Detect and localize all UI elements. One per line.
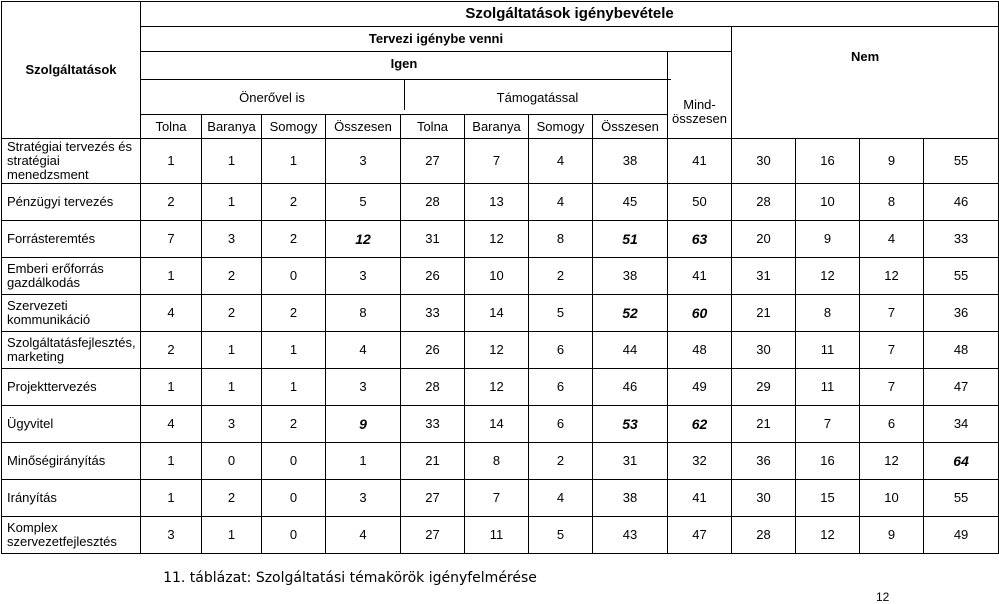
table-cell: 6: [529, 369, 593, 406]
table-cell: 38: [593, 258, 668, 295]
table-row: [2, 221, 999, 258]
table-cell: 41: [668, 139, 732, 184]
table-cell: 3: [326, 480, 401, 517]
table-cell: 3: [202, 406, 262, 443]
table-row: [2, 184, 999, 221]
table-cell: 31: [732, 258, 796, 295]
table-cell: 53: [593, 406, 668, 443]
table-cell: 46: [593, 369, 668, 406]
column-header: Tolna: [401, 115, 465, 139]
subgroup-divider-vertical: [404, 79, 405, 110]
page-number: 12: [876, 590, 890, 604]
table-cell: 41: [668, 480, 732, 517]
table-cell: 12: [796, 517, 860, 554]
table-cell: 15: [796, 480, 860, 517]
table-cell: 9: [860, 517, 924, 554]
table-row: [2, 406, 999, 443]
table-cell: 11: [796, 369, 860, 406]
table-cell: 2: [262, 221, 326, 258]
table-cell: 55: [924, 480, 999, 517]
table-cell: 1: [202, 332, 262, 369]
table-cell: 55: [924, 139, 999, 184]
table-cell: 7: [860, 332, 924, 369]
row-label: Irányítás: [2, 480, 141, 517]
row-label: Emberi erőforrás gazdálkodás: [2, 258, 141, 295]
table-cell: 36: [732, 443, 796, 480]
table-cell: 9: [796, 221, 860, 258]
table-cell: 0: [262, 517, 326, 554]
row-label: Szervezeti kommunikáció: [2, 295, 141, 332]
table-cell: 47: [924, 369, 999, 406]
table-cell: 2: [202, 480, 262, 517]
table-cell: 3: [326, 258, 401, 295]
table-cell: 38: [593, 139, 668, 184]
table-cell: 8: [465, 443, 529, 480]
table-cell: 1: [262, 369, 326, 406]
table-cell: 12: [465, 221, 529, 258]
table-cell: 4: [529, 139, 593, 184]
table-cell: 27: [401, 480, 465, 517]
table-cell: 30: [732, 139, 796, 184]
table-cell: 2: [262, 184, 326, 221]
column-header: Baranya: [465, 115, 529, 139]
table-cell: 2: [202, 295, 262, 332]
table-row: [2, 295, 999, 332]
column-header: Összesen: [326, 115, 401, 139]
table-cell: 1: [141, 480, 202, 517]
table-cell: 38: [593, 480, 668, 517]
table-cell: 62: [668, 406, 732, 443]
table-cell: 36: [924, 295, 999, 332]
table-row: [2, 139, 999, 184]
table-cell: 8: [326, 295, 401, 332]
table-cell: 16: [796, 139, 860, 184]
table-cell: 21: [732, 295, 796, 332]
row-label: Ügyvitel: [2, 406, 141, 443]
mindosszesen-header: Mind- összesen: [668, 52, 732, 139]
table-cell: 33: [924, 221, 999, 258]
column-header: Somogy: [262, 115, 326, 139]
table-cell: 33: [401, 295, 465, 332]
column-header: Somogy: [529, 115, 593, 139]
table-cell: 34: [924, 406, 999, 443]
table-cell: 8: [796, 295, 860, 332]
column-header: Tolna: [141, 115, 202, 139]
row-label: Stratégiai tervezés és stratégiai menedzsment: [2, 139, 141, 184]
table-cell: 7: [141, 221, 202, 258]
table-cell: 1: [202, 184, 262, 221]
table-cell: 3: [202, 221, 262, 258]
group-nem: Nem: [732, 27, 999, 139]
table-row: [2, 480, 999, 517]
table-cell: 29: [732, 369, 796, 406]
table-cell: 31: [593, 443, 668, 480]
table-row: [2, 369, 999, 406]
table-cell: 46: [924, 184, 999, 221]
table-cell: 1: [262, 139, 326, 184]
table-cell: 28: [401, 184, 465, 221]
table-row: [2, 517, 999, 554]
table-cell: 28: [401, 369, 465, 406]
table-cell: 0: [262, 443, 326, 480]
table-cell: 7: [465, 139, 529, 184]
table-cell: 2: [262, 295, 326, 332]
table-cell: 49: [668, 369, 732, 406]
table-cell: 5: [326, 184, 401, 221]
table-cell: 28: [732, 184, 796, 221]
table-cell: 31: [401, 221, 465, 258]
table-cell: 4: [860, 221, 924, 258]
table-cell: 27: [401, 517, 465, 554]
table-cell: 21: [732, 406, 796, 443]
table-cell: 12: [465, 332, 529, 369]
table-cell: 33: [401, 406, 465, 443]
table-cell: 3: [141, 517, 202, 554]
table-cell: 7: [860, 295, 924, 332]
table-cell: 2: [529, 258, 593, 295]
table-cell: 47: [668, 517, 732, 554]
table-cell: 6: [529, 406, 593, 443]
table-cell: 6: [529, 332, 593, 369]
table-cell: 9: [860, 139, 924, 184]
table-cell: 10: [465, 258, 529, 295]
table-cell: 13: [465, 184, 529, 221]
group-tervezi: Tervezi igénybe venni: [141, 27, 732, 52]
table-cell: 30: [732, 332, 796, 369]
table-cell: 0: [202, 443, 262, 480]
table-cell: 4: [326, 517, 401, 554]
table-cell: 1: [141, 258, 202, 295]
sub-oneroevel: Önerővel is: [239, 90, 305, 105]
table-cell: 10: [860, 480, 924, 517]
table-cell: 1: [202, 139, 262, 184]
table-cell: 48: [668, 332, 732, 369]
column-header: Baranya: [202, 115, 262, 139]
table-row: [2, 332, 999, 369]
table-cell: 28: [732, 517, 796, 554]
table-cell: 11: [796, 332, 860, 369]
table-cell: 3: [326, 139, 401, 184]
row-label: Komplex szervezetfejlesztés: [2, 517, 141, 554]
subgroup-divider: [140, 79, 671, 80]
table-cell: 8: [529, 221, 593, 258]
table-cell: 14: [465, 406, 529, 443]
table-cell: 2: [529, 443, 593, 480]
row-label: Forrásteremtés: [2, 221, 141, 258]
table-cell: 4: [326, 332, 401, 369]
table-cell: 16: [796, 443, 860, 480]
table-cell: 1: [141, 369, 202, 406]
table-title: Szolgáltatások igénybevétele: [141, 2, 999, 27]
table-cell: 44: [593, 332, 668, 369]
table-cell: 60: [668, 295, 732, 332]
table-caption: 11. táblázat: Szolgáltatási témakörök igényfelmérése: [163, 570, 537, 586]
table-cell: 12: [326, 221, 401, 258]
table-cell: 3: [326, 369, 401, 406]
table-cell: 55: [924, 258, 999, 295]
row-label: Pénzügyi tervezés: [2, 184, 141, 221]
row-label: Minőségirányítás: [2, 443, 141, 480]
table-cell: 50: [668, 184, 732, 221]
table-cell: 11: [465, 517, 529, 554]
table-cell: 12: [465, 369, 529, 406]
table-cell: 1: [326, 443, 401, 480]
table-cell: 0: [262, 258, 326, 295]
row-label: Projekttervezés: [2, 369, 141, 406]
services-table: [1, 1, 999, 554]
table-cell: 1: [141, 139, 202, 184]
row-label: Szolgáltatásfejlesztés, marketing: [2, 332, 141, 369]
table-cell: 20: [732, 221, 796, 258]
table-cell: 7: [860, 369, 924, 406]
table-cell: 5: [529, 295, 593, 332]
table-cell: 21: [401, 443, 465, 480]
row-header: Szolgáltatások: [2, 2, 141, 139]
table-cell: 9: [326, 406, 401, 443]
table-cell: 7: [465, 480, 529, 517]
table-cell: 8: [860, 184, 924, 221]
table-cell: 43: [593, 517, 668, 554]
table-cell: 2: [141, 184, 202, 221]
table-cell: 6: [860, 406, 924, 443]
table-cell: 4: [141, 406, 202, 443]
table-cell: 26: [401, 258, 465, 295]
table-cell: 2: [262, 406, 326, 443]
table-cell: 1: [202, 517, 262, 554]
table-cell: 1: [202, 369, 262, 406]
table-cell: 4: [529, 480, 593, 517]
column-header: Összesen: [593, 115, 668, 139]
table-cell: 30: [732, 480, 796, 517]
table-cell: 7: [796, 406, 860, 443]
table-cell: 0: [262, 480, 326, 517]
table-cell: 12: [796, 258, 860, 295]
table-cell: 27: [401, 139, 465, 184]
table-cell: 12: [860, 443, 924, 480]
table-row: [2, 443, 999, 480]
table-cell: 26: [401, 332, 465, 369]
table-cell: 4: [529, 184, 593, 221]
table-cell: 41: [668, 258, 732, 295]
table-cell: 52: [593, 295, 668, 332]
table-cell: 63: [668, 221, 732, 258]
table-cell: 48: [924, 332, 999, 369]
table-row: [2, 258, 999, 295]
table-cell: 49: [924, 517, 999, 554]
table-cell: 2: [202, 258, 262, 295]
table-cell: 12: [860, 258, 924, 295]
table-cell: 1: [141, 443, 202, 480]
table-cell: 32: [668, 443, 732, 480]
table-cell: 5: [529, 517, 593, 554]
table-cell: 1: [262, 332, 326, 369]
table-cell: 4: [141, 295, 202, 332]
table-cell: 10: [796, 184, 860, 221]
table-cell: 51: [593, 221, 668, 258]
table-cell: 64: [924, 443, 999, 480]
sub-tamogatassal: Támogatással: [496, 90, 579, 105]
table-cell: 45: [593, 184, 668, 221]
group-igen: Igen: [141, 52, 668, 115]
table-cell: 2: [141, 332, 202, 369]
table-cell: 14: [465, 295, 529, 332]
